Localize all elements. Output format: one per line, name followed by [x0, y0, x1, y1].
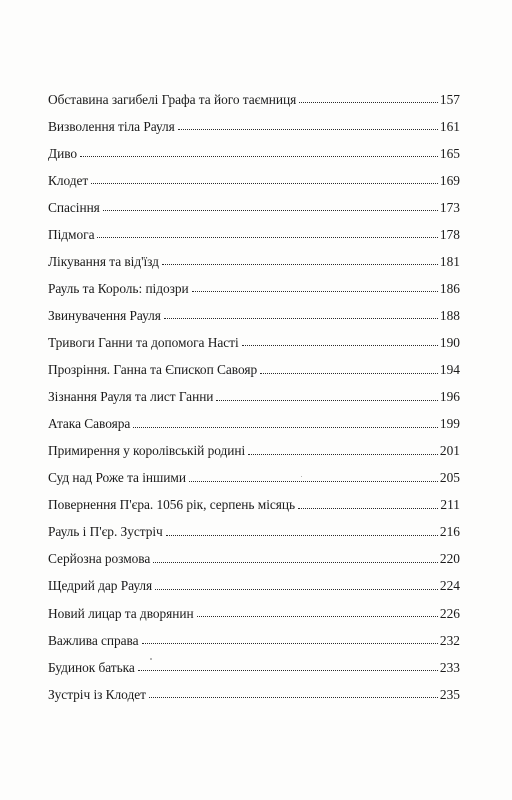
toc-dot-leader [260, 373, 438, 374]
toc-entry-title: Рауль і П'єр. Зустріч [48, 524, 163, 540]
toc-entry-title: Зізнання Рауля та лист Ганни [48, 389, 214, 405]
toc-page-number: 224 [439, 578, 460, 594]
toc-dot-leader [298, 508, 438, 509]
toc-dot-leader [299, 102, 438, 103]
toc-dot-leader [248, 454, 438, 455]
toc-entry [48, 268, 460, 295]
toc-page-number: 199 [439, 416, 460, 432]
toc-page-number: 196 [439, 389, 460, 405]
toc-page-number: 220 [439, 551, 460, 567]
toc-entry-title: Атака Савояра [48, 416, 131, 432]
toc-page-number: 194 [439, 362, 460, 378]
table-of-contents [48, 79, 460, 701]
toc-entry [48, 295, 460, 322]
toc-entry [48, 79, 460, 106]
toc-page-number: 165 [439, 145, 460, 161]
toc-page-number: 169 [439, 172, 460, 188]
toc-entry-title: Спасіння [48, 199, 100, 215]
toc-entry-title: Серйозна розмова [48, 551, 151, 567]
toc-entry [48, 377, 460, 404]
toc-dot-leader [97, 237, 437, 238]
toc-page-number: 211 [440, 497, 460, 513]
toc-entry-title: Щедрий дар Рауля [48, 578, 153, 594]
toc-page-number: 161 [439, 118, 460, 134]
toc-page-number: 232 [439, 632, 460, 648]
toc-entry [48, 431, 460, 458]
toc-dot-leader [216, 400, 437, 401]
toc-entry [48, 539, 460, 566]
toc-dot-leader [142, 643, 438, 644]
toc-entry-title: Будинок батька [48, 659, 135, 675]
toc-dot-leader [197, 616, 438, 617]
toc-page-number: 226 [439, 605, 460, 621]
toc-entry [48, 512, 460, 539]
toc-dot-leader [149, 697, 438, 698]
toc-dot-leader [80, 156, 438, 157]
toc-page-number: 173 [439, 199, 460, 215]
toc-dot-leader [103, 210, 438, 211]
toc-page-number: 235 [439, 686, 460, 702]
toc-entry [48, 458, 460, 485]
toc-page-number: 216 [439, 524, 460, 540]
toc-entry-title: Новий лицар та дворянин [48, 605, 194, 621]
toc-entry-title: Повернення П'єра. 1056 рік, серпень місяць [48, 497, 296, 513]
toc-entry-title: Клодет [48, 172, 89, 188]
toc-entry-title: Диво [48, 145, 78, 161]
toc-entry-title: Підмога [48, 226, 95, 242]
toc-entry [48, 160, 460, 187]
toc-entry-title: Рауль та Король: підозри [48, 280, 189, 296]
toc-entry [48, 647, 460, 674]
toc-entry-title: Примирення у королівській родині [48, 443, 246, 459]
toc-entry [48, 106, 460, 133]
toc-entry-title: Обставина загибелі Графа та його таємниця [48, 91, 297, 107]
toc-page-number: 186 [439, 280, 460, 296]
toc-entry-title: Суд над Роже та іншими [48, 470, 186, 486]
toc-dot-leader [162, 264, 438, 265]
toc-entry-title: Звинувачення Рауля [48, 308, 161, 324]
toc-entry [48, 674, 460, 701]
toc-dot-leader [192, 291, 438, 292]
toc-entry-title: Тривоги Ганни та допомога Насті [48, 335, 239, 351]
toc-dot-leader [91, 183, 438, 184]
toc-entry-title: Лікування та від'їзд [48, 253, 159, 269]
toc-entry [48, 620, 460, 647]
toc-dot-leader [166, 535, 438, 536]
toc-entry [48, 187, 460, 214]
toc-entry [48, 593, 460, 620]
toc-page-number: 233 [439, 659, 460, 675]
toc-entry [48, 133, 460, 160]
toc-dot-leader [133, 427, 438, 428]
toc-entry [48, 485, 460, 512]
toc-dot-leader [189, 481, 438, 482]
toc-dot-leader [138, 670, 438, 671]
toc-dot-leader [153, 562, 438, 563]
paper-speck [150, 658, 152, 660]
toc-page-number: 205 [439, 470, 460, 486]
toc-page-number: 188 [439, 308, 460, 324]
toc-entry-title: Важлива справа [48, 632, 139, 648]
toc-page-number: 178 [439, 226, 460, 242]
toc-page-number: 201 [439, 443, 460, 459]
toc-entry [48, 404, 460, 431]
toc-page-number: 157 [439, 91, 460, 107]
toc-entry-title: Визволення тіла Рауля [48, 118, 175, 134]
paper-speck [301, 476, 302, 477]
toc-entry [48, 349, 460, 376]
toc-entry [48, 566, 460, 593]
toc-entry [48, 241, 460, 268]
toc-page-number: 190 [439, 335, 460, 351]
toc-entry-title: Зустріч із Клодет [48, 686, 146, 702]
toc-dot-leader [178, 129, 438, 130]
toc-entry [48, 214, 460, 241]
toc-dot-leader [155, 589, 438, 590]
toc-dot-leader [242, 345, 438, 346]
toc-dot-leader [164, 318, 438, 319]
toc-entry-title: Прозріння. Ганна та Єпископ Савояр [48, 362, 258, 378]
toc-page-number: 181 [439, 253, 460, 269]
toc-entry [48, 322, 460, 349]
